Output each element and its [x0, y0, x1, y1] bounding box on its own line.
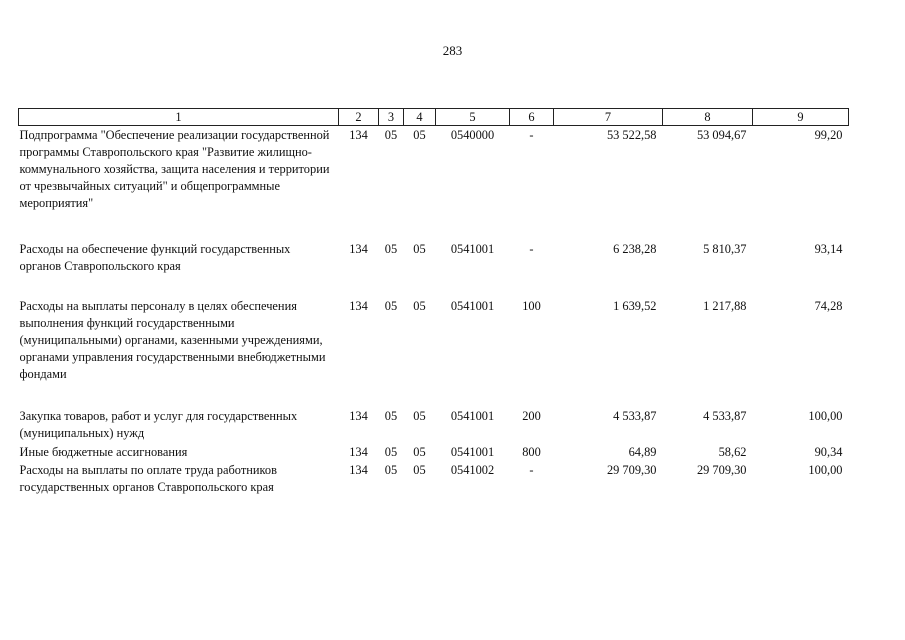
table-row: [19, 240, 849, 297]
row-name: Расходы на выплаты персоналу в целях обеспечения выполнения функций государственными (муниципальными) органами, казенными учреждениями, органами управления государственными внебюджетными фондами: [19, 298, 326, 381]
row-code-5: 0541001: [450, 298, 495, 313]
budget-table: [18, 108, 849, 497]
row-value-8: 1 217,88: [703, 298, 747, 313]
row-code-3: 05: [384, 241, 398, 256]
row-code-6: 800: [522, 444, 541, 459]
table-row: [19, 461, 849, 497]
row-code-2: 134: [349, 128, 368, 142]
row-value-8: 58,62: [718, 444, 747, 459]
row-value-8: 53 094,67: [696, 128, 747, 142]
header-col-9: 9: [753, 109, 849, 126]
header-col-1: 1: [19, 109, 339, 126]
row-code-4: 05: [413, 408, 426, 423]
row-code-3: 05: [384, 298, 398, 313]
row-name: Расходы на обеспечение функций государственных органов Ставропольского края: [19, 241, 291, 273]
row-code-6: -: [529, 241, 534, 256]
header-col-6: 6: [510, 109, 554, 126]
row-code-2: 134: [349, 462, 368, 477]
page-number: 283: [442, 43, 463, 58]
row-code-5: 0541001: [450, 444, 495, 459]
table-row: [19, 407, 849, 443]
row-code-3: 05: [384, 128, 398, 142]
row-value-9: 99,20: [814, 128, 843, 142]
row-code-4: 05: [413, 241, 426, 256]
row-name: Иные бюджетные ассигнования: [19, 444, 188, 459]
row-value-7: 29 709,30: [606, 462, 657, 477]
header-row: [19, 109, 849, 126]
row-code-6: 200: [522, 408, 541, 423]
row-code-6: 100: [522, 298, 541, 313]
header-col-5: 5: [436, 109, 510, 126]
row-code-5: 0541001: [450, 408, 495, 423]
table-row: [19, 126, 849, 240]
header-col-4: 4: [404, 109, 436, 126]
row-code-4: 05: [413, 444, 426, 459]
row-code-2: 134: [349, 408, 368, 423]
table-row: [19, 443, 849, 461]
row-value-8: 5 810,37: [703, 241, 747, 256]
table-row: [19, 297, 849, 407]
row-value-9: 90,34: [814, 444, 843, 459]
row-code-3: 05: [384, 444, 398, 459]
row-value-7: 4 533,87: [613, 408, 657, 423]
row-code-6: -: [529, 462, 534, 477]
row-value-8: 4 533,87: [703, 408, 747, 423]
row-value-7: 1 639,52: [613, 298, 657, 313]
row-code-4: 05: [413, 462, 426, 477]
row-value-9: 93,14: [814, 241, 843, 256]
header-col-8: 8: [663, 109, 753, 126]
row-name: Подпрограмма "Обеспечение реализации государственной программы Ставропольского края "Развитие жилищно-коммунального хозяйства, защита населения и территории от чрезвычайных ситуаций" и общепрограммные мероприятия": [19, 128, 330, 210]
row-name: Расходы на выплаты по оплате труда работников государственных органов Ставропольского края: [19, 462, 277, 494]
row-value-7: 6 238,28: [613, 241, 657, 256]
row-code-4: 05: [413, 298, 426, 313]
row-value-8: 29 709,30: [696, 462, 747, 477]
row-value-7: 53 522,58: [606, 128, 657, 142]
row-code-5: 0541001: [450, 241, 495, 256]
row-code-5: 0541002: [450, 462, 495, 477]
row-code-2: 134: [349, 241, 368, 256]
row-code-3: 05: [384, 408, 398, 423]
row-code-3: 05: [384, 462, 398, 477]
header-col-7: 7: [554, 109, 663, 126]
row-code-2: 134: [349, 298, 368, 313]
row-code-5: 0540000: [450, 128, 495, 142]
row-value-9: 74,28: [814, 298, 843, 313]
row-code-6: -: [529, 128, 534, 142]
row-name: Закупка товаров, работ и услуг для государственных (муниципальных) нужд: [19, 408, 298, 440]
row-value-9: 100,00: [808, 462, 843, 477]
header-col-2: 2: [339, 109, 379, 126]
header-col-3: 3: [379, 109, 404, 126]
row-code-2: 134: [349, 444, 368, 459]
row-code-4: 05: [413, 128, 426, 142]
row-value-9: 100,00: [808, 408, 843, 423]
row-value-7: 64,89: [628, 444, 657, 459]
